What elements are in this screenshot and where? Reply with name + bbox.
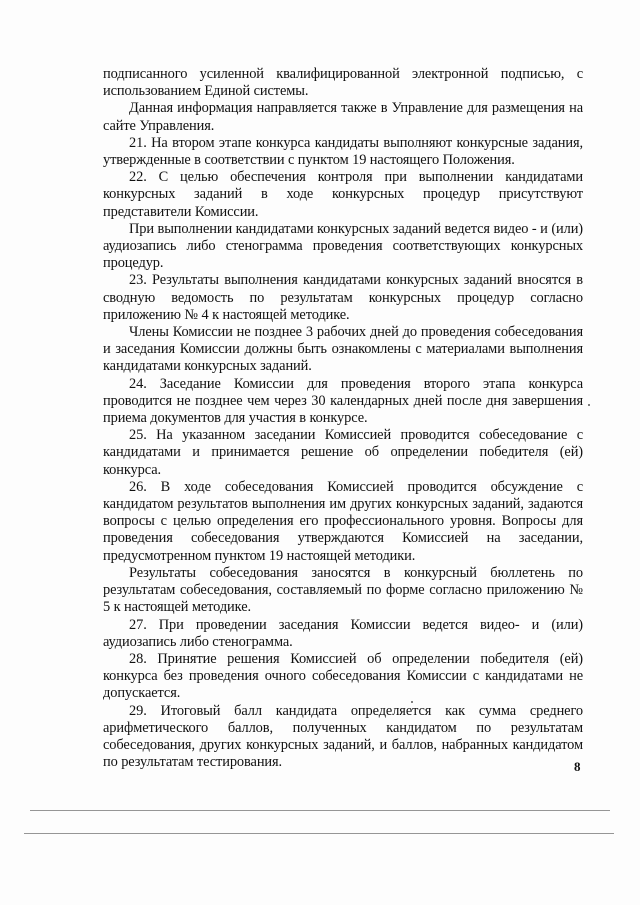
scan-speck (411, 701, 413, 703)
paragraph-1: подписанного усиленной квалифицированной электронной подписью, с использованием Единой системы. (103, 66, 583, 100)
paragraph-28: 28. Принятие решения Комиссией об определении победителя (ей) конкурса без проведения очного собеседования Комиссии с кандидатами не допускается. (103, 650, 583, 702)
paragraph-26-results: Результаты собеседования заносятся в конкурсный бюллетень по результатам собеседования, составляемый по форме согласно приложению № 5 к настоящей методике. (103, 564, 583, 616)
paragraph-2: Данная информация направляется также в Управление для размещения на сайте Управления. (103, 100, 583, 134)
paragraph-22: 22. С целью обеспечения контроля при выполнении кандидатами конкурсных заданий в ходе конкурсных процедур присутствуют представители Комиссии. (103, 169, 583, 220)
page-number: 8 (574, 759, 581, 774)
paragraph-29: 29. Итоговый балл кандидата определяется как сумма среднего арифметического баллов, полученных кандидатом по результатам собеседования, других конкурсных заданий, и баллов, набранных кандидатом по результатам тестирования. (103, 702, 583, 771)
scan-speck (588, 404, 590, 406)
document-body (103, 66, 583, 771)
paragraph-26: 26. В ходе собеседования Комиссией проводится обсуждение с кандидатом результатов выполнения им других конкурсных заданий, задаются вопросы с целью определения его профессионального уровня. Вопросы для проведения собеседования утверждаются Комиссией на заседании, предусмотренном пунктом 19 настоящей методики. (103, 478, 583, 564)
paragraph-24: 24. Заседание Комиссии для проведения второго этапа конкурса проводится не позднее чем через 30 календарных дней после дня завершения приема документов для участия в конкурсе. (103, 375, 583, 427)
scan-artifact-line (30, 810, 610, 811)
paragraph-23-members: Члены Комиссии не позднее 3 рабочих дней до проведения собеседования и заседания Комиссии должны быть ознакомлены с материалами выполнения кандидатами конкурсных заданий. (103, 324, 583, 375)
paragraph-27: 27. При проведении заседания Комиссии ведется видео- и (или) аудиозапись либо стенограмма. (103, 616, 583, 650)
scan-artifact-line (24, 833, 614, 834)
paragraph-21: 21. На втором этапе конкурса кандидаты выполняют конкурсные задания, утвержденные в соответствии с пунктом 19 настоящего Положения. (103, 134, 583, 169)
paragraph-23: 23. Результаты выполнения кандидатами конкурсных заданий вносятся в сводную ведомость по результатам конкурсных процедур согласно приложению № 4 к настоящей методике. (103, 272, 583, 323)
paragraph-22-recording: При выполнении кандидатами конкурсных заданий ведется видео - и (или) аудиозапись либо стенограмма проведения соответствующих конкурсных процедур. (103, 220, 583, 272)
paragraph-25: 25. На указанном заседании Комиссией проводится собеседование с кандидатами и принимается решение об определении победителя (ей) конкурса. (103, 427, 583, 478)
